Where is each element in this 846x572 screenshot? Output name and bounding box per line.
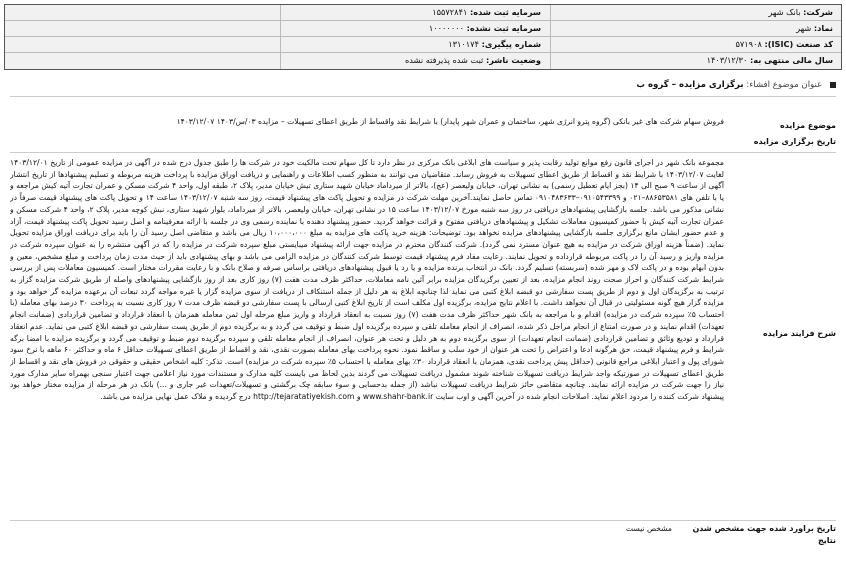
bullet-icon [830, 82, 836, 88]
divider [10, 520, 836, 521]
subject-label: عنوان موضوع افشاء: [746, 80, 823, 90]
isic-field [583, 37, 833, 52]
header-row [5, 37, 841, 53]
registered-capital-label: سرمایه ثبت شده: [469, 7, 541, 17]
header-row [5, 53, 841, 69]
isic-value: ۵۷۱۹۰۸ [735, 39, 762, 49]
divider [10, 96, 836, 97]
fiscal-value: ۱۴۰۳/۱۲/۳۰ [706, 55, 748, 65]
isic-label: کد صنعت (ISIC): [764, 39, 833, 49]
result-date-label: تاریخ براورد شده جهت مشخص شدن نتایج [692, 524, 836, 545]
unregistered-capital-label: سرمایه ثبت نشده: [466, 23, 541, 33]
registered-capital-value: ۱۵۵۷۲۸۴۱ [432, 7, 468, 17]
status-value: ثبت شده پذیرفته نشده [404, 55, 484, 65]
header-row [5, 21, 841, 37]
subject-row-label: موضوع مزایده [780, 121, 836, 130]
header-table [4, 4, 842, 70]
symbol-field [583, 21, 833, 36]
disclosure-subject [10, 76, 836, 94]
auction-subject-text: فروش سهام شرکت های غیر بانکی (گروه پترو انرژی شهر، ساختمان و عمران شهر پایدار) با شرایط نقد واقساط از طریق اعطای تسهیلات – مزایده ۰۳/س/۱۴۰۳ ۱۴۰۳/۱۲/۰۷ [176, 117, 724, 126]
tracking-label: شماره پیگیری: [481, 39, 541, 49]
fiscal-field [583, 53, 833, 68]
company-value: بانک شهر [768, 7, 801, 17]
procedure-label: شرح فرایند مزایده [762, 329, 836, 338]
symbol-value: شهر [796, 23, 812, 33]
unregistered-capital-value: ۱۰۰۰۰۰۰۰ [428, 23, 465, 33]
registered-capital-field [291, 5, 541, 20]
subject-value: برگزاری مزایده – گروه ب [636, 80, 744, 90]
header-row [5, 5, 841, 21]
result-date-value: مشخص نیست [625, 524, 672, 533]
status-field [291, 53, 541, 68]
date-row-label: تاریخ برگزاری مزایده [753, 137, 836, 146]
procedure-text: مجموعه بانک شهر در اجرای قانون رفع موانع تولید رقابت پذیر و سیاست های ابلاغی بانک مرکزی در نظر دارد تا کل سهام تحت مالکیت خود در شرکت ها را طبق جدول درج شده در آگهی در مزایده عمومی از تاریخ ۱۴۰۳/۱۲/۰۱ لغایت ۱۴۰۳/۱۲/۰۷ با شرایط نقد و اقساط از طریق اعطای تسهیلات به فروش رساند. متقاضیان می توانند به منظور کسب اطلاعات و راهنمایی و دریافت اوراق مزایده با پرداخت هزینه مربوطه و تسلیم پیشنهادها از تاریخ انتشار آگهی از ساعت ۹ صبح الی ۱۴ (بجز ایام تعطیل رسمی) به نشانی تهران، خیابان ولیعصر (عج)، بالاتر از میرداماد خیابان شهید ستاری تیش خیابان مدیر، پلاک ۲، طبقه اول، واحد ۴ شرکت مسکن و عمران تجارت آتیه کیش مراجعه و یا با تلفن های ۸۸۶۵۳۵۸۱–۰۲۱ و ۰۹۱۰۵۴۳۳۹۹–۰۹۱۰۴۸۳۶۳۳ تماس حاصل نمایند.آخرین مهلت شرکت در مزایده و تحویل پاکت های پیشنهاد قیمت، روز سه شنبه ۱۴۰۳/۱۲/۰۷ ساعت ۱۴ و تحویل پاکت های پیشنهاد قیمت صرفاً در نشانی مذکور می باشد. جلسه بازگشایی پیشنهادهای دریافتی در روز سه شنبه مورخ ۱۴۰۳/۱۲/۰۷ ساعت ۱۵ در نشانی تهران، خیابان ولیعصر، بالاتر از میرداماد، بلوار شهید ستاری، نبش کوچه مدیر، پلاک ۲، واحد ۴ شرکت مسکن و عمران تجارت آتیه کیش با حضور کمیسیون معاملات تشکیل و پیشنهادهای دریافتی مفتوح و قرائت خواهد گردید. حضور پیشنهاد دهنده با نماینده رسمی وی در جلسه با ارائه معرفینامه و اصل رسید تحویل پاکت پیشنهاد قیمت، آزاد و عدم حضور ایشان مانع برگزاری جلسه بازگشایی پیشنهادهای مزایده نخواهد بود. توضیحات: هزینه خرید پاکت های مزایده به مبلغ ۱۰،۰۰۰،۰۰۰ ریال می باشد و متقاضی اصل رسید آن را باید برای دریافت اوراق مزایده تحویل نماید. (ضمناً هزینه اوراق شرکت در مزایده به هیچ عنوان مسترد نمی گردد). شرکت کنندگان محترم در مزایده جهت ارائه پیشنهاد میبایستی مبلغ سپرده شرکت در مزایده را که در آگهی منتشره را به عنوان سپرده شرکت در مزایده واریز و رسید آن را در پاکت مربوطه قرارداده و تحویل نمایند. رعایت مفاد فرم پیشنهاد قیمت توسط شرکت کنندگان در مزایده الزامی می باشد و بهای پیشنهادی باید از حیث مدت زمان پرداخت و مبلغ مشخص، معین و بدون ابهام بوده و در پاکت لاک و مهر شده (سربسته) تسلیم گردد. بانک در انتخاب برنده مزایده و یا رد یا قبول پیشنهادهای دریافتی براساس صرفه و صلاح بانک و با رعایت مقررات مختار است. کمیسیون معاملات پس از بررسی شرایط شرکت کنندگان و احراز صحت روند انجام مزایده، بعد از تعیین برگزیدگان مزایده برابر آئین نامه معاملات، حداکثر ظرف مدت هفت (۷) روز کاری بعد از روز بازگشایی پیشنهادهای واصله از طریق شرکت مزایده گزار به ترتیب به برگزیدگان اول و دوم از طریق پست سفارشی دو قبضه ابلاغ کتبی می نماید لذا چنانچه ابلاغ به هر دلیل از جمله استنکاف از دریافت از سوی مزایده گزار یا غیره مواجه گردد تبعات آن برعهده مزایده گر خواهد بود و مزایده گزار هیچ گونه مسئولیتی در قبال آن نخواهد داشت. با اعلام نتایج مزایده، برگزیده اول مکلف است از تاریخ ابلاغ کتبی ارسالی با پست سفارشی دو قبضه ظرف مدت ۷ روز کاری نسبت به پرداخت ۳۰ درصد بهای معامله (با احتساب ۵٪ سپرده شرکت در مزایده) اقدام و با مراجعه به بانک شهر حداکثر ظرف مدت هفت (۷) روز نسبت به انعقاد قرارداد و واریز مبلغ مرحله اول ثمن معامله همزمان با انعقاد قرارداد و تضامین قراردادی (ضمانت انجام تعهدات) اقدام نمایند و در صورت امتناع از انجام مراحل ذکر شده، انصراف از انجام معامله تلقی و سپرده برگزیده اول ضبط و توقیف می گردد و به برگزیده دوم از طریق پست سفارشی دو قبضه ابلاغ کتبی می نماید. عدم انعقاد قرارداد و تودیع وثائق و تضامین قراردادی (ضمانت انجام تعهدات) از سوی برگزیده دوم به هر دلیل و تحت هر عنوان، انصراف از انجام معامله تلقی و سپرده برگزیده دوم ضبط و توقیف می گردد و برگزیده مزایده با امضا برگه شرایط و فرم پیشنهاد قیمت، حق هرگونه ادعا و اعتراض را تحت هر عنوان از خود سلب و ساقط نمود. نحوه پرداخت بهای معامله بصورت نقدی، نقد و اقساط از طریق اعطای تسهیلات حداقل ۶ ماه و حداکثر ۶۰ ماهه با نرخ سود شورای پول و اعتبار ابلاغی مراجع قانونی (حداقل پیش پرداخت نقدی، همزمان با انعقاد قرارداد ۳۰٪ بهای معامله با احتساب ۵٪ سپرده شرکت در مزایده) است. تذکر: کلیه اشخاص حقیقی و حقوقی در فروش های نقد و اقساط از طریق اعطای تسهیلات در صورتیکه واجد شرایط دریافت تسهیلات شناخته شوند مشمول دریافت تسهیلات می گردند بدین لحاظ می بایست کلیه مدارک و مستندات مورد نیاز اعلامی جهت اعتبار سنجی بهمراه سایر مدارک مورد نیاز را جهت شرکت در مزایده ارائه نمایند. چنانچه متقاضی حائز شرایط دریافت تسهیلات نباشد (از جمله بدحسابی و سوء سابقه چک برگشتی و تسهیلات/تعهدات غیر جاری و ...) بانک در هر مرحله از مزایده مختار خواهد بود پیشنهاد شرکت کننده را مردود اعلام نماید. اصلاحات انجام شده در آخرین آگهی و اوب سایت www.shahr-bank.ir و http://tejaratatiyekish.com درج گردیده و ملاک عمل نهایی مزایده می باشد. [10, 158, 724, 402]
status-label: وضعیت ناشر: [485, 55, 541, 65]
auction-subject-label [726, 120, 836, 148]
tracking-value: ۱۳۱۰۱۷۴ [448, 39, 479, 49]
tracking-field [291, 37, 541, 52]
fiscal-label: سال مالی منتهی به: [749, 55, 833, 65]
unregistered-capital-field [291, 21, 541, 36]
symbol-label: نماد: [813, 23, 833, 33]
company-field [583, 5, 833, 20]
disclosure-page [4, 4, 842, 564]
company-label: شرکت: [803, 7, 833, 17]
divider [10, 152, 836, 153]
